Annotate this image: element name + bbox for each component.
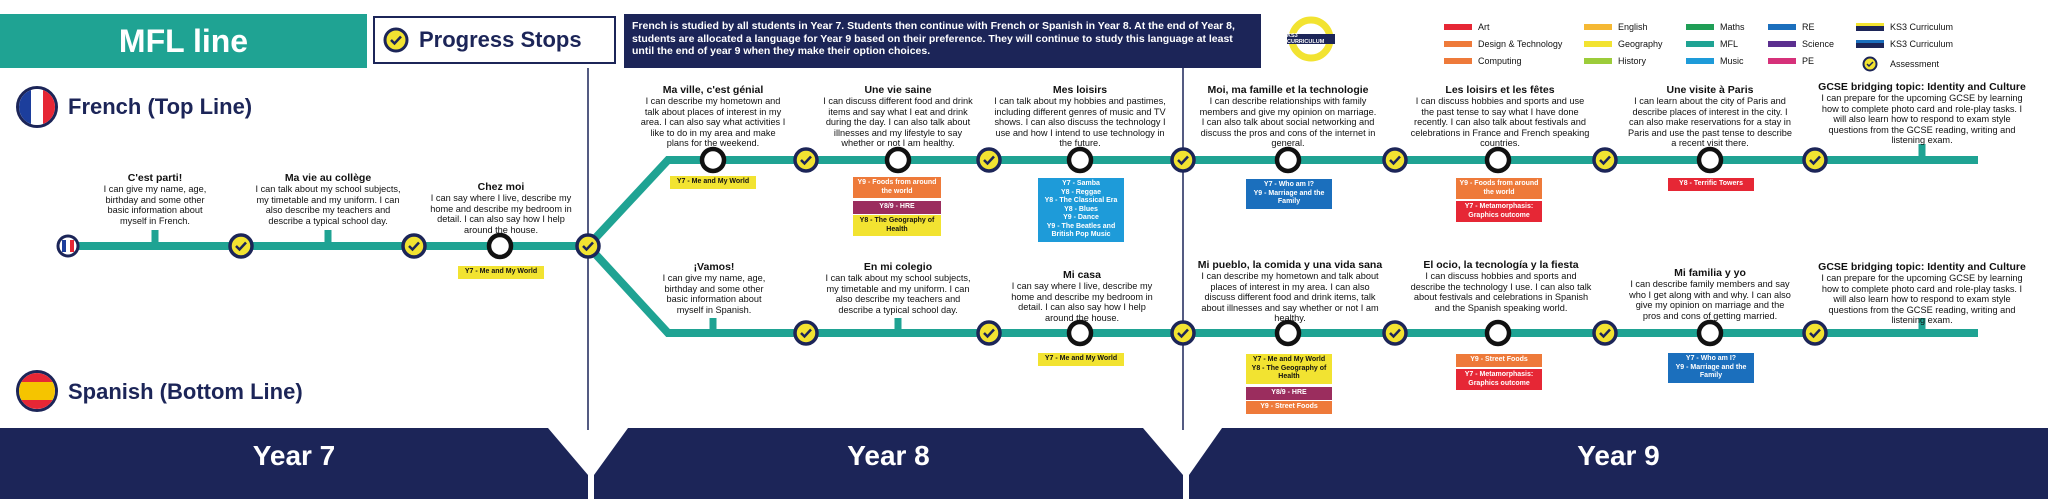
legend-item: Music [1686,56,1744,66]
legend-item: RE [1768,22,1815,32]
crosslink-tag: Y9 - Street Foods [1246,401,1332,414]
crosslink-tag: Y8 - The Geography of Health [853,215,941,236]
assessment-stop [795,322,817,344]
legend-item: English [1584,22,1648,32]
station-stop [1699,149,1721,171]
stop-y7-1: C'est parti! I can give my name, age, birthday and some other basic information about myself in French. [103,172,207,226]
station-stop [702,149,724,171]
legend-item: Art [1444,22,1490,32]
crosslink-tag: Y9 - Foods from around the world [853,177,941,198]
assessment-stop [1594,322,1616,344]
assessment-stop [978,322,1000,344]
progress-stops-label: Progress Stops [419,27,582,52]
assessment-stop [1384,149,1406,171]
station-stop [1699,322,1721,344]
station-stop [1277,322,1299,344]
year-8-label: Year 8 [847,440,930,471]
stop-fr9-4: GCSE bridging topic: Identity and Culture I can prepare for the upcoming GCSE by learning how to complete photo card and role-play tasks. I will also learn how to respond to exam style questions from the GCSE reading, writing and listening exam. [1818,81,2026,146]
stop-es9-3: Mi familia y yo I can describe family members and say who I get along with and why. I can also give my opinion on marriage and the pros and cons of getting married. [1629,267,1791,321]
legend-item: MFL [1686,39,1738,49]
legend-item: Computing [1444,56,1522,66]
stop-es9-2: El ocio, la tecnología y la fiesta I can discuss hobbies and sports and describe the technology I use. I can also talk about festivals and celebrations in Spanish and the Spanish speaking world. [1410,259,1592,313]
legend-item: History [1584,56,1646,66]
assessment-stop [1804,149,1826,171]
stop-fr9-1: Moi, ma famille et la technologie I can describe relationships with family members and give my opinion on marriage. I can also talk about social networking and discuss the pros and cons of the internet in general. [1199,84,1377,149]
stop-es8-2: En mi colegio I can talk about my school subjects, my timetable and my uniform. I can also describe my teachers and describe a typical school day. [825,261,971,315]
stop-es8-1: ¡Vamos! I can give my name, age, birthday and some other basic information about myself in Spanish. [662,261,766,315]
spanish-line-title: Spanish (Bottom Line) [68,379,303,404]
crosslink-tag: Y9 - Street Foods [1456,354,1542,367]
station-stop [489,235,511,257]
legend-item: PE [1768,56,1814,66]
start-stop [58,236,78,256]
stop-fr9-2: Les loisirs et les fêtes I can discuss hobbies and sports and use the past tense to say what I have done recently. I can also talk about festivals and celebrations in France and French speaking countries. [1410,84,1590,149]
stop-fr8-1: Ma ville, c'est génial I can describe my hometown and talk about places of interest in my area. I can also say what activities I like to do in my area and make plans for the weekend. [640,84,786,149]
crosslink-tag: Y7 - Me and My World [1038,353,1124,366]
station-stop [1069,322,1091,344]
station-stop [1487,149,1509,171]
crosslink-tag: Y7 - Samba Y8 - Reggae Y8 - The Classical Era Y8 - Blues Y9 - Dance Y9 - The Beatles and British Pop Music [1038,178,1124,242]
crosslink-tag: Y8/9 - HRE [1246,387,1332,400]
crosslink-tag: Y8 - Terrific Towers [1668,178,1754,191]
stop-es8-3: Mi casa I can say where I live, describe my home and describe my bedroom in detail. I can also say how I help around the house. [1011,269,1153,323]
legend-item: KS3 Curriculum [1856,22,1953,32]
intro-text: French is studied by all students in Year 7. Students then continue with French or Spanish in Year 8. At the end of Year 8, students are allocated a language for Year 9 based on their preference. They will continue to study this language at least until the end of year 9 when they make their option choices. [624,14,1261,68]
crosslink-tag: Y7 - Me and My World [670,176,756,189]
crosslink-tag: Y7 - Me and My World Y8 - The Geography of Health [1246,354,1332,384]
stop-es9-1: Mi pueblo, la comida y una vida sana I can describe my hometown and talk about places of interest in my area. I can also discuss different food and drink items, talk about illnesses and say whether or not I am healthy. [1197,259,1383,324]
stop-y7-2: Ma vie au collège I can talk about my school subjects, my timetable and my uniform. I can also describe my teachers and describe a typical school day. [255,172,401,226]
assessment-stop [1384,322,1406,344]
legend-item: Design & Technology [1444,39,1562,49]
year-9-label: Year 9 [1577,440,1660,471]
legend-item: Geography [1584,39,1663,49]
assessment-stop [978,149,1000,171]
legend-item: Science [1768,39,1834,49]
crosslink-tag: Y7 - Who am I? Y9 - Marriage and the Family [1668,353,1754,383]
stop-fr9-3: Une visite à Paris I can learn about the city of Paris and describe places of interest in the city. I can also make reservations for a stay in Paris and use the past tense to describe a recent visit there. [1628,84,1792,149]
legend-item: Assessment [1856,56,1939,72]
assessment-stop [1172,149,1194,171]
stop-fr8-3: Mes loisirs I can talk about my hobbies and pastimes, including different genres of music and TV shows. I can also discuss the technology I use and how I intend to use technology in the future. [994,84,1166,149]
crosslink-tag: Y7 - Who am I? Y9 - Marriage and the Family [1246,179,1332,209]
station-stop [887,149,909,171]
page-title: MFL line [0,14,367,68]
station-stop [1277,149,1299,171]
year-7-label: Year 7 [252,440,336,471]
assessment-stop [795,149,817,171]
roundel-label: KS3 CURRICULUM [1287,33,1325,45]
crosslink-tag: Y9 - Foods from around the world [1456,178,1542,199]
assessment-stop [230,235,252,257]
assessment-stop [577,235,599,257]
assessment-stop [403,235,425,257]
french-line-title: French (Top Line) [68,94,253,119]
crosslink-tag: Y7 - Metamorphasis: Graphics outcome [1456,201,1542,222]
stop-fr8-2: Une vie saine I can discuss different food and drink items and say what I eat and drink during the day. I can also talk about illnesses and my lifestyle to say whether or not I am healthy. [823,84,973,149]
legend-item: Maths [1686,22,1745,32]
stop-y7-3: Chez moi I can say where I live, describe my home and describe my bedroom in detail. I can also say how I help around the house. [430,181,572,235]
station-stop [1069,149,1091,171]
crosslink-tag: Y7 - Metamorphasis: Graphics outcome [1456,369,1542,390]
legend-item: KS3 Curriculum [1856,39,1953,49]
station-stop [1487,322,1509,344]
assessment-stop [1172,322,1194,344]
crosslink-tag: Y8/9 - HRE [853,201,941,214]
crosslink-tag: Y7 - Me and My World [458,266,544,279]
stop-es9-4: GCSE bridging topic: Identity and Culture I can prepare for the upcoming GCSE by learning how to complete photo card and role-play tasks. I will also learn how to respond to exam style questions from the GCSE reading, writing and listening exam. [1818,261,2026,326]
assessment-stop [1594,149,1616,171]
